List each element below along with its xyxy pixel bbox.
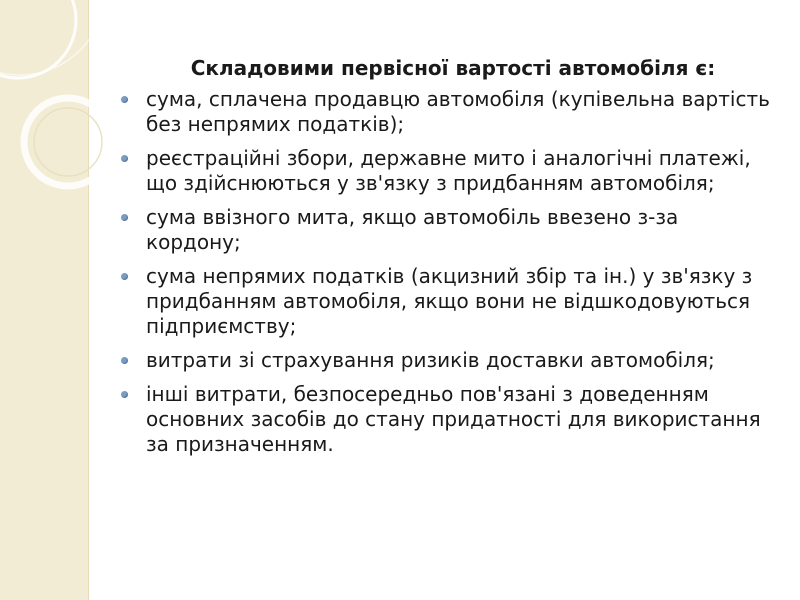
bullet-icon bbox=[121, 391, 128, 398]
list-item-text: сума непрямих податків (акцизний збір та ін.) у зв'язку з придбанням автомобіля, якщо вони не відшкодовуються підприємству; bbox=[146, 264, 753, 338]
bullet-icon bbox=[121, 96, 128, 103]
list-item-text: реєстраційні збори, державне мито і аналогічні платежі, що здійснюються у зв'язку з придбанням автомобіля; bbox=[146, 146, 751, 195]
list-item bbox=[118, 348, 778, 373]
list-item-text: інші витрати, безпосередньо пов'язані з доведенням основних засобів до стану придатності для використання за призначенням. bbox=[146, 382, 761, 456]
list-item-text: сума ввізного мита, якщо автомобіль ввезено з-за кордону; bbox=[146, 205, 679, 254]
list-item-text: витрати зі страхування ризиків доставки автомобіля; bbox=[146, 348, 715, 372]
list-item bbox=[118, 264, 778, 339]
bullet-list bbox=[118, 87, 778, 457]
bullet-icon bbox=[121, 155, 128, 162]
list-item bbox=[118, 205, 778, 255]
bullet-icon bbox=[121, 273, 128, 280]
list-item bbox=[118, 146, 778, 196]
list-item bbox=[118, 382, 778, 457]
bullet-icon bbox=[121, 357, 128, 364]
list-item-text: сума, сплачена продавцю автомобіля (купівельна вартість без непрямих податків); bbox=[146, 87, 770, 136]
list-item bbox=[118, 87, 778, 137]
slide-heading: Складовими первісної вартості автомобіля є: bbox=[190, 56, 716, 80]
decorative-side-band bbox=[0, 0, 89, 600]
bullet-icon bbox=[121, 214, 128, 221]
slide-content bbox=[118, 55, 778, 466]
